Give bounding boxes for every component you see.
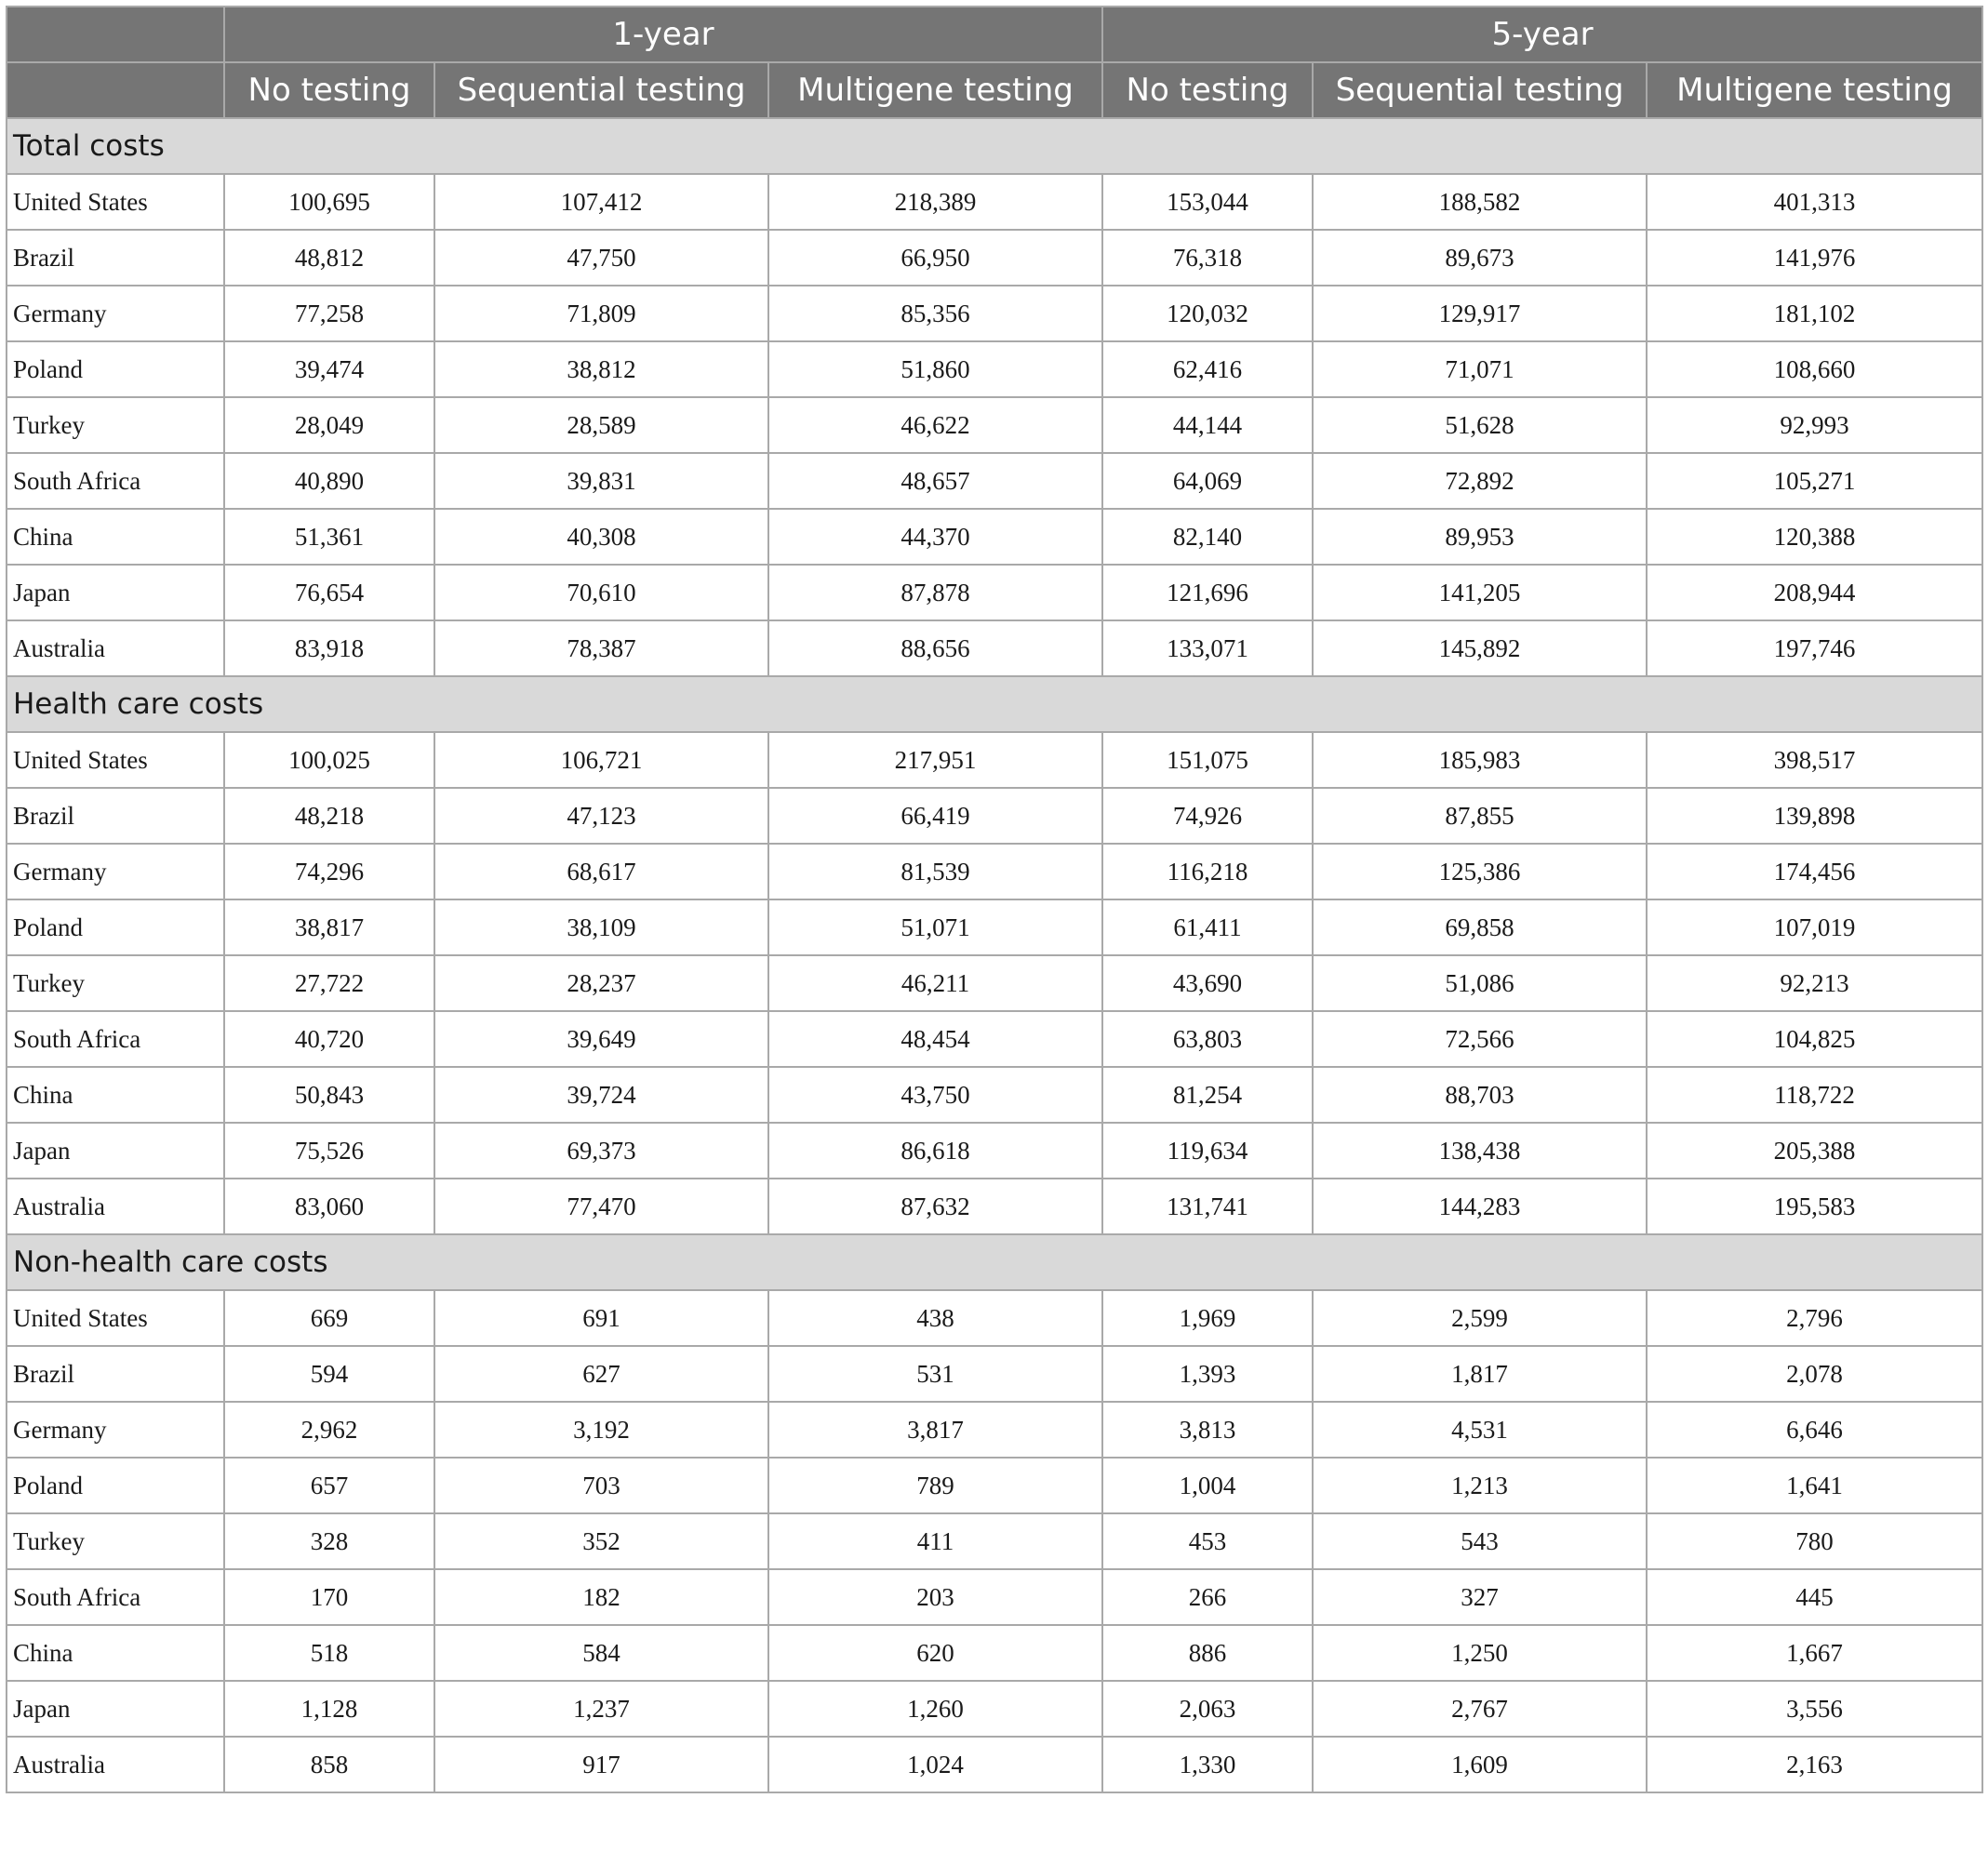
value-cell: 48,812 bbox=[224, 230, 434, 286]
value-cell: 185,983 bbox=[1313, 732, 1647, 788]
value-cell: 85,356 bbox=[768, 286, 1102, 341]
value-cell: 1,260 bbox=[768, 1681, 1102, 1737]
value-cell: 28,237 bbox=[434, 955, 768, 1011]
value-cell: 68,617 bbox=[434, 844, 768, 899]
table-row bbox=[7, 1346, 1982, 1402]
country-cell: Brazil bbox=[7, 230, 224, 286]
value-cell: 1,667 bbox=[1647, 1625, 1982, 1681]
value-cell: 69,373 bbox=[434, 1123, 768, 1179]
value-cell: 886 bbox=[1102, 1625, 1313, 1681]
value-cell: 47,123 bbox=[434, 788, 768, 844]
value-cell: 81,539 bbox=[768, 844, 1102, 899]
table-row bbox=[7, 1179, 1982, 1234]
table-row bbox=[7, 1458, 1982, 1513]
section-row bbox=[7, 676, 1982, 732]
value-cell: 1,641 bbox=[1647, 1458, 1982, 1513]
table-row bbox=[7, 1569, 1982, 1625]
value-cell: 78,387 bbox=[434, 620, 768, 676]
value-cell: 48,218 bbox=[224, 788, 434, 844]
section-row bbox=[7, 118, 1982, 174]
value-cell: 2,063 bbox=[1102, 1681, 1313, 1737]
value-cell: 121,696 bbox=[1102, 565, 1313, 620]
value-cell: 1,237 bbox=[434, 1681, 768, 1737]
table-row bbox=[7, 955, 1982, 1011]
value-cell: 120,388 bbox=[1647, 509, 1982, 565]
value-cell: 182 bbox=[434, 1569, 768, 1625]
value-cell: 107,019 bbox=[1647, 899, 1982, 955]
country-cell: Poland bbox=[7, 899, 224, 955]
value-cell: 3,813 bbox=[1102, 1402, 1313, 1458]
table-row bbox=[7, 1402, 1982, 1458]
table-row bbox=[7, 1737, 1982, 1792]
value-cell: 62,416 bbox=[1102, 341, 1313, 397]
col-header-multigene-testing-5y: Multigene testing bbox=[1647, 62, 1982, 118]
country-cell: Germany bbox=[7, 286, 224, 341]
table-row bbox=[7, 286, 1982, 341]
value-cell: 1,128 bbox=[224, 1681, 434, 1737]
value-cell: 398,517 bbox=[1647, 732, 1982, 788]
value-cell: 48,454 bbox=[768, 1011, 1102, 1067]
value-cell: 266 bbox=[1102, 1569, 1313, 1625]
value-cell: 195,583 bbox=[1647, 1179, 1982, 1234]
country-cell: Poland bbox=[7, 341, 224, 397]
country-cell: Turkey bbox=[7, 397, 224, 453]
value-cell: 76,318 bbox=[1102, 230, 1313, 286]
value-cell: 64,069 bbox=[1102, 453, 1313, 509]
value-cell: 917 bbox=[434, 1737, 768, 1792]
value-cell: 28,589 bbox=[434, 397, 768, 453]
country-cell: Brazil bbox=[7, 788, 224, 844]
country-cell: South Africa bbox=[7, 1569, 224, 1625]
value-cell: 518 bbox=[224, 1625, 434, 1681]
value-cell: 197,746 bbox=[1647, 620, 1982, 676]
value-cell: 218,389 bbox=[768, 174, 1102, 230]
value-cell: 46,211 bbox=[768, 955, 1102, 1011]
table-row bbox=[7, 732, 1982, 788]
section-row bbox=[7, 1234, 1982, 1290]
value-cell: 40,720 bbox=[224, 1011, 434, 1067]
value-cell: 44,144 bbox=[1102, 397, 1313, 453]
country-cell: Japan bbox=[7, 1123, 224, 1179]
value-cell: 108,660 bbox=[1647, 341, 1982, 397]
value-cell: 83,918 bbox=[224, 620, 434, 676]
country-cell: Brazil bbox=[7, 1346, 224, 1402]
col-header-no-testing-1y: No testing bbox=[224, 62, 434, 118]
value-cell: 71,071 bbox=[1313, 341, 1647, 397]
value-cell: 47,750 bbox=[434, 230, 768, 286]
table-row bbox=[7, 788, 1982, 844]
value-cell: 438 bbox=[768, 1290, 1102, 1346]
value-cell: 89,673 bbox=[1313, 230, 1647, 286]
value-cell: 74,926 bbox=[1102, 788, 1313, 844]
value-cell: 43,750 bbox=[768, 1067, 1102, 1123]
value-cell: 703 bbox=[434, 1458, 768, 1513]
country-cell: South Africa bbox=[7, 453, 224, 509]
value-cell: 691 bbox=[434, 1290, 768, 1346]
value-cell: 188,582 bbox=[1313, 174, 1647, 230]
value-cell: 1,004 bbox=[1102, 1458, 1313, 1513]
value-cell: 3,192 bbox=[434, 1402, 768, 1458]
value-cell: 51,071 bbox=[768, 899, 1102, 955]
table-row bbox=[7, 844, 1982, 899]
value-cell: 1,250 bbox=[1313, 1625, 1647, 1681]
value-cell: 4,531 bbox=[1313, 1402, 1647, 1458]
table-row bbox=[7, 1625, 1982, 1681]
table-header bbox=[7, 7, 1982, 118]
country-cell: South Africa bbox=[7, 1011, 224, 1067]
value-cell: 205,388 bbox=[1647, 1123, 1982, 1179]
value-cell: 3,556 bbox=[1647, 1681, 1982, 1737]
section-title: Non-health care costs bbox=[7, 1234, 1982, 1290]
value-cell: 86,618 bbox=[768, 1123, 1102, 1179]
value-cell: 1,393 bbox=[1102, 1346, 1313, 1402]
value-cell: 40,308 bbox=[434, 509, 768, 565]
table-row bbox=[7, 509, 1982, 565]
country-cell: Poland bbox=[7, 1458, 224, 1513]
value-cell: 151,075 bbox=[1102, 732, 1313, 788]
value-cell: 780 bbox=[1647, 1513, 1982, 1569]
header-group-5-year: 5-year bbox=[1102, 7, 1982, 62]
value-cell: 627 bbox=[434, 1346, 768, 1402]
value-cell: 1,969 bbox=[1102, 1290, 1313, 1346]
table-row bbox=[7, 1681, 1982, 1737]
value-cell: 100,025 bbox=[224, 732, 434, 788]
value-cell: 1,213 bbox=[1313, 1458, 1647, 1513]
value-cell: 44,370 bbox=[768, 509, 1102, 565]
value-cell: 87,878 bbox=[768, 565, 1102, 620]
country-cell: Japan bbox=[7, 565, 224, 620]
value-cell: 89,953 bbox=[1313, 509, 1647, 565]
header-group-row bbox=[7, 7, 1982, 62]
country-cell: Australia bbox=[7, 1179, 224, 1234]
value-cell: 50,843 bbox=[224, 1067, 434, 1123]
value-cell: 2,078 bbox=[1647, 1346, 1982, 1402]
table-row bbox=[7, 1067, 1982, 1123]
table-row bbox=[7, 620, 1982, 676]
value-cell: 82,140 bbox=[1102, 509, 1313, 565]
value-cell: 445 bbox=[1647, 1569, 1982, 1625]
value-cell: 789 bbox=[768, 1458, 1102, 1513]
value-cell: 125,386 bbox=[1313, 844, 1647, 899]
table-body bbox=[7, 118, 1982, 1792]
value-cell: 75,526 bbox=[224, 1123, 434, 1179]
value-cell: 352 bbox=[434, 1513, 768, 1569]
table-row bbox=[7, 899, 1982, 955]
value-cell: 3,817 bbox=[768, 1402, 1102, 1458]
value-cell: 92,213 bbox=[1647, 955, 1982, 1011]
country-cell: United States bbox=[7, 732, 224, 788]
section-title: Total costs bbox=[7, 118, 1982, 174]
value-cell: 104,825 bbox=[1647, 1011, 1982, 1067]
value-cell: 2,599 bbox=[1313, 1290, 1647, 1346]
value-cell: 66,419 bbox=[768, 788, 1102, 844]
value-cell: 120,032 bbox=[1102, 286, 1313, 341]
value-cell: 69,858 bbox=[1313, 899, 1647, 955]
country-cell: Turkey bbox=[7, 955, 224, 1011]
value-cell: 43,690 bbox=[1102, 955, 1313, 1011]
value-cell: 87,632 bbox=[768, 1179, 1102, 1234]
col-header-sequential-testing-5y: Sequential testing bbox=[1313, 62, 1647, 118]
value-cell: 66,950 bbox=[768, 230, 1102, 286]
table-row bbox=[7, 1513, 1982, 1569]
value-cell: 38,812 bbox=[434, 341, 768, 397]
value-cell: 83,060 bbox=[224, 1179, 434, 1234]
header-group-1-year: 1-year bbox=[224, 7, 1102, 62]
value-cell: 208,944 bbox=[1647, 565, 1982, 620]
header-column-row bbox=[7, 62, 1982, 118]
value-cell: 401,313 bbox=[1647, 174, 1982, 230]
value-cell: 2,767 bbox=[1313, 1681, 1647, 1737]
value-cell: 133,071 bbox=[1102, 620, 1313, 676]
value-cell: 217,951 bbox=[768, 732, 1102, 788]
value-cell: 1,609 bbox=[1313, 1737, 1647, 1792]
value-cell: 106,721 bbox=[434, 732, 768, 788]
value-cell: 51,361 bbox=[224, 509, 434, 565]
value-cell: 657 bbox=[224, 1458, 434, 1513]
value-cell: 63,803 bbox=[1102, 1011, 1313, 1067]
country-cell: China bbox=[7, 509, 224, 565]
value-cell: 87,855 bbox=[1313, 788, 1647, 844]
value-cell: 74,296 bbox=[224, 844, 434, 899]
value-cell: 1,817 bbox=[1313, 1346, 1647, 1402]
value-cell: 531 bbox=[768, 1346, 1102, 1402]
value-cell: 77,258 bbox=[224, 286, 434, 341]
header-corner-sub bbox=[7, 62, 224, 118]
value-cell: 1,024 bbox=[768, 1737, 1102, 1792]
country-cell: Germany bbox=[7, 1402, 224, 1458]
header-corner-top bbox=[7, 7, 224, 62]
value-cell: 669 bbox=[224, 1290, 434, 1346]
country-cell: Japan bbox=[7, 1681, 224, 1737]
value-cell: 72,566 bbox=[1313, 1011, 1647, 1067]
country-cell: Turkey bbox=[7, 1513, 224, 1569]
table-row bbox=[7, 453, 1982, 509]
value-cell: 543 bbox=[1313, 1513, 1647, 1569]
value-cell: 144,283 bbox=[1313, 1179, 1647, 1234]
value-cell: 170 bbox=[224, 1569, 434, 1625]
value-cell: 2,962 bbox=[224, 1402, 434, 1458]
value-cell: 40,890 bbox=[224, 453, 434, 509]
col-header-sequential-testing-1y: Sequential testing bbox=[434, 62, 768, 118]
value-cell: 118,722 bbox=[1647, 1067, 1982, 1123]
value-cell: 328 bbox=[224, 1513, 434, 1569]
value-cell: 77,470 bbox=[434, 1179, 768, 1234]
value-cell: 88,703 bbox=[1313, 1067, 1647, 1123]
value-cell: 6,646 bbox=[1647, 1402, 1982, 1458]
value-cell: 105,271 bbox=[1647, 453, 1982, 509]
table-row bbox=[7, 341, 1982, 397]
value-cell: 88,656 bbox=[768, 620, 1102, 676]
value-cell: 411 bbox=[768, 1513, 1102, 1569]
value-cell: 594 bbox=[224, 1346, 434, 1402]
table-row bbox=[7, 1011, 1982, 1067]
value-cell: 858 bbox=[224, 1737, 434, 1792]
country-cell: Australia bbox=[7, 1737, 224, 1792]
value-cell: 119,634 bbox=[1102, 1123, 1313, 1179]
value-cell: 72,892 bbox=[1313, 453, 1647, 509]
value-cell: 38,109 bbox=[434, 899, 768, 955]
table-row bbox=[7, 174, 1982, 230]
value-cell: 2,796 bbox=[1647, 1290, 1982, 1346]
country-cell: Australia bbox=[7, 620, 224, 676]
value-cell: 27,722 bbox=[224, 955, 434, 1011]
country-cell: United States bbox=[7, 1290, 224, 1346]
table-row bbox=[7, 565, 1982, 620]
value-cell: 327 bbox=[1313, 1569, 1647, 1625]
value-cell: 51,086 bbox=[1313, 955, 1647, 1011]
value-cell: 116,218 bbox=[1102, 844, 1313, 899]
col-header-no-testing-5y: No testing bbox=[1102, 62, 1313, 118]
value-cell: 129,917 bbox=[1313, 286, 1647, 341]
value-cell: 174,456 bbox=[1647, 844, 1982, 899]
value-cell: 46,622 bbox=[768, 397, 1102, 453]
value-cell: 141,205 bbox=[1313, 565, 1647, 620]
value-cell: 453 bbox=[1102, 1513, 1313, 1569]
value-cell: 48,657 bbox=[768, 453, 1102, 509]
value-cell: 39,831 bbox=[434, 453, 768, 509]
col-header-multigene-testing-1y: Multigene testing bbox=[768, 62, 1102, 118]
value-cell: 38,817 bbox=[224, 899, 434, 955]
value-cell: 2,163 bbox=[1647, 1737, 1982, 1792]
value-cell: 61,411 bbox=[1102, 899, 1313, 955]
table-row bbox=[7, 397, 1982, 453]
value-cell: 181,102 bbox=[1647, 286, 1982, 341]
country-cell: Germany bbox=[7, 844, 224, 899]
value-cell: 138,438 bbox=[1313, 1123, 1647, 1179]
country-cell: United States bbox=[7, 174, 224, 230]
value-cell: 145,892 bbox=[1313, 620, 1647, 676]
value-cell: 76,654 bbox=[224, 565, 434, 620]
value-cell: 39,724 bbox=[434, 1067, 768, 1123]
value-cell: 51,860 bbox=[768, 341, 1102, 397]
cost-table bbox=[6, 6, 1983, 1793]
value-cell: 100,695 bbox=[224, 174, 434, 230]
value-cell: 584 bbox=[434, 1625, 768, 1681]
table-row bbox=[7, 1290, 1982, 1346]
value-cell: 107,412 bbox=[434, 174, 768, 230]
value-cell: 71,809 bbox=[434, 286, 768, 341]
value-cell: 51,628 bbox=[1313, 397, 1647, 453]
table-row bbox=[7, 230, 1982, 286]
value-cell: 153,044 bbox=[1102, 174, 1313, 230]
value-cell: 92,993 bbox=[1647, 397, 1982, 453]
country-cell: China bbox=[7, 1067, 224, 1123]
section-title: Health care costs bbox=[7, 676, 1982, 732]
value-cell: 620 bbox=[768, 1625, 1102, 1681]
value-cell: 81,254 bbox=[1102, 1067, 1313, 1123]
value-cell: 39,474 bbox=[224, 341, 434, 397]
value-cell: 70,610 bbox=[434, 565, 768, 620]
table-row bbox=[7, 1123, 1982, 1179]
value-cell: 139,898 bbox=[1647, 788, 1982, 844]
value-cell: 141,976 bbox=[1647, 230, 1982, 286]
country-cell: China bbox=[7, 1625, 224, 1681]
value-cell: 1,330 bbox=[1102, 1737, 1313, 1792]
value-cell: 131,741 bbox=[1102, 1179, 1313, 1234]
value-cell: 28,049 bbox=[224, 397, 434, 453]
value-cell: 203 bbox=[768, 1569, 1102, 1625]
value-cell: 39,649 bbox=[434, 1011, 768, 1067]
